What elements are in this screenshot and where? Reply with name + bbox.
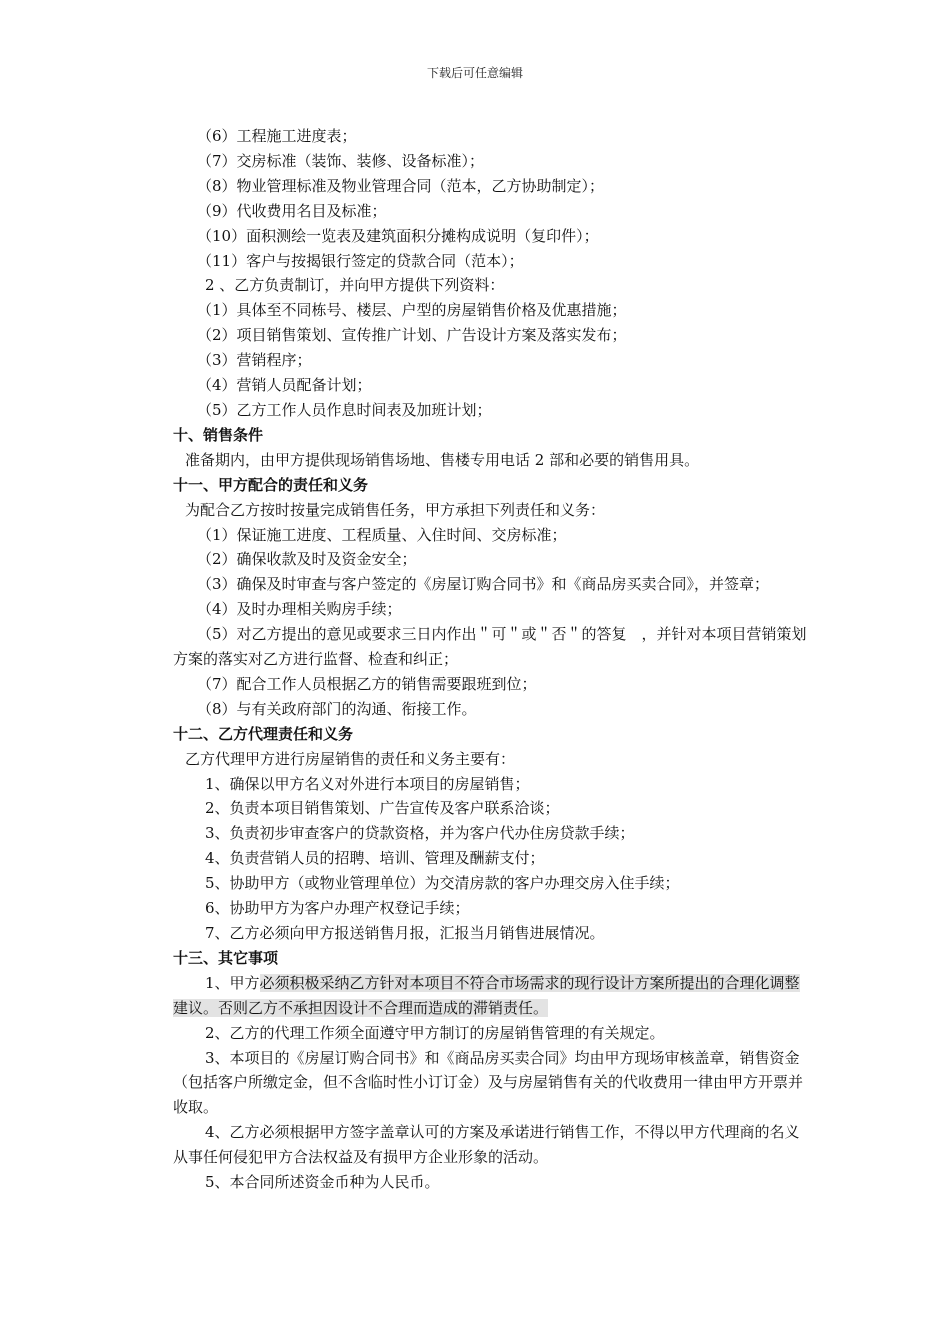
list-item: （9）代收费用名目及标准； — [197, 201, 387, 220]
list-item: （10）面积测绘一览表及建筑面积分摊构成说明（复印件）； — [197, 226, 599, 245]
item-prefix: 1、甲方 — [205, 973, 260, 992]
list-item: （8）物业管理标准及物业管理合同（范本，乙方协助制定）； — [197, 176, 605, 195]
section-paragraph: 准备期内，由甲方提供现场销售场地、售楼专用电话 2 部和必要的销售用具。 — [185, 450, 700, 469]
list-item: （7）配合工作人员根据乙方的销售需要跟班到位； — [197, 674, 537, 693]
list-item: （5）乙方工作人员作息时间表及加班计划； — [197, 400, 492, 419]
section-heading: 十、销售条件 — [173, 425, 264, 444]
list-item: 3、负责初步审查客户的贷款资格，并为客户代办住房贷款手续； — [205, 824, 635, 843]
list-item: （5）对乙方提出的意见或要求三日内作出＂可＂或＂否＂的答复 ，并针对本项目营销策划方案的落实对乙方进行监督、检查和纠正； — [173, 625, 807, 669]
page-header: 下载后可任意编辑 — [426, 66, 523, 80]
list-item: （2）项目销售策划、宣传推广计划、广告设计方案及落实发布； — [197, 326, 627, 345]
list-item: 5、协助甲方（或物业管理单位）为交清房款的客户办理交房入住手续； — [205, 874, 680, 893]
list-item: 1、确保以甲方名义对外进行本项目的房屋销售； — [205, 774, 530, 793]
section-heading: 十二、乙方代理责任和义务 — [173, 724, 354, 743]
section-intro: 为配合乙方按时按量完成销售任务，甲方承担下列责任和义务： — [185, 500, 606, 519]
list-item: （3）营销程序； — [197, 351, 312, 370]
list-item: （3）确保及时审查与客户签定的《房屋订购合同书》和《商品房买卖合同》，并签章； — [197, 575, 770, 594]
list-item — [173, 971, 809, 1021]
section-heading: 十三、其它事项 — [173, 948, 279, 967]
section-intro: 乙方代理甲方进行房屋销售的责任和义务主要有： — [185, 749, 516, 768]
list-item: 6、协助甲方为客户办理产权登记手续； — [205, 899, 470, 918]
list-item: 7、乙方必须向甲方报送销售月报，汇报当月销售进展情况。 — [205, 924, 605, 942]
list-item: 4、负责营销人员的招聘、培训、管理及酬薪支付； — [205, 849, 545, 868]
list-item: （1）保证施工进度、工程质量、入住时间、交房标准； — [197, 525, 567, 544]
list-item: （4）营销人员配备计划； — [197, 376, 372, 395]
list-item: （8）与有关政府部门的沟通、衔接工作。 — [197, 699, 477, 718]
list-item: （4）及时办理相关购房手续； — [197, 600, 402, 619]
list-item: 4、乙方必须根据甲方签字盖章认可的方案及承诺进行销售工作，不得以甲方代理商的名义从事任何侵犯甲方合法权益及有损甲方企业形象的活动。 — [173, 1123, 800, 1167]
section-heading: 十一、甲方配合的责任和义务 — [173, 475, 369, 494]
list-item: 3、本项目的《房屋订购合同书》和《商品房买卖合同》均由甲方现场审核盖章，销售资金（包括客户所缴定金，但不含临时性小订订金）及与房屋销售有关的代收费用一律由甲方开票并收取。 — [173, 1048, 804, 1117]
list-item: （7）交房标准（装饰、装修、设备标准）； — [197, 151, 485, 170]
list-item: 2、负责本项目销售策划、广告宣传及客户联系洽谈； — [205, 799, 560, 818]
list-item: 2、乙方的代理工作须全面遵守甲方制订的房屋销售管理的有关规定。 — [205, 1023, 665, 1042]
numbered-item: 2 、乙方负责制订，并向甲方提供下列资料： — [205, 276, 505, 295]
list-item: （6）工程施工进度表； — [197, 127, 357, 145]
list-item: （2）确保收款及时及资金安全； — [197, 550, 417, 569]
list-item: （11）客户与按揭银行签定的贷款合同（范本）； — [197, 251, 524, 270]
document-body — [173, 124, 809, 1195]
highlighted-text: 必须积极采纳乙方针对本项目不符合市场需求的现行设计方案所提出的合理化调整建议。否则乙方不承担因设计不合理而造成的滞销责任。 — [173, 973, 800, 1017]
list-item: （1）具体至不同栋号、楼层、户型的房屋销售价格及优惠措施； — [197, 301, 627, 320]
list-item: 5、本合同所述资金币种为人民币。 — [205, 1173, 440, 1192]
